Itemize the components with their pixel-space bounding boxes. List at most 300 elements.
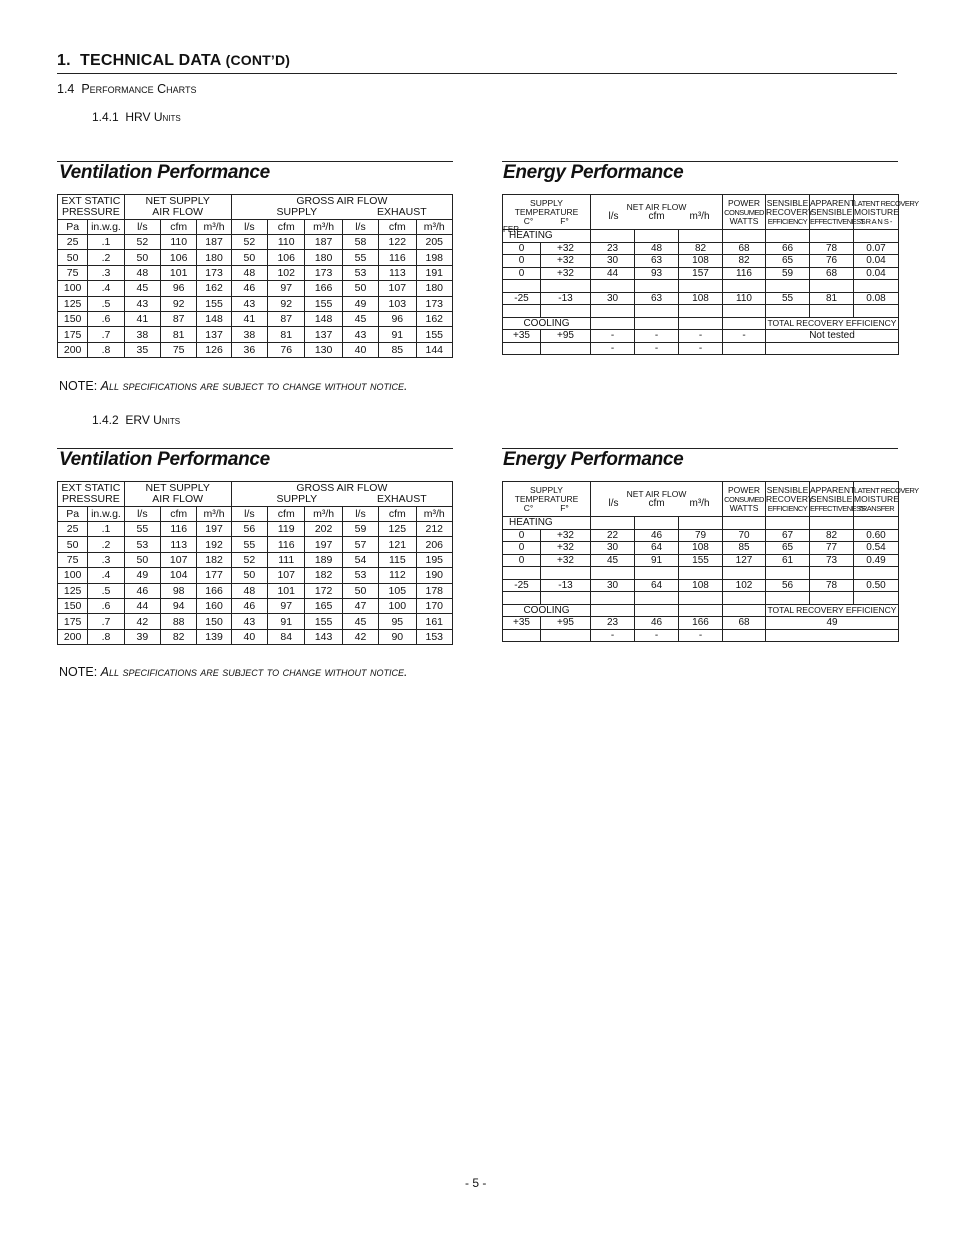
data-cell: 191 bbox=[416, 265, 453, 280]
data-cell: 46 bbox=[635, 617, 679, 630]
data-cell: 161 bbox=[416, 614, 453, 629]
data-cell: 212 bbox=[416, 522, 453, 537]
data-cell: 48 bbox=[124, 265, 160, 280]
data-cell: 192 bbox=[197, 537, 231, 552]
data-cell: 41 bbox=[231, 311, 267, 326]
unit-cell: cfm bbox=[379, 507, 416, 522]
data-cell: 102 bbox=[723, 579, 766, 592]
data-cell: 38 bbox=[124, 327, 160, 342]
data-cell: .8 bbox=[88, 629, 124, 644]
data-cell: .3 bbox=[88, 265, 124, 280]
hrv-heading: 1.4.1 HRV Units bbox=[92, 110, 181, 124]
data-cell: 48 bbox=[231, 265, 267, 280]
data-cell: +32 bbox=[541, 267, 591, 280]
data-cell: .2 bbox=[88, 250, 124, 265]
data-cell: 36 bbox=[231, 342, 267, 357]
data-cell: 85 bbox=[723, 542, 766, 555]
data-cell: 50 bbox=[342, 583, 378, 598]
gross-airflow-header: GROSS AIR FLOW SUPPLY EXHAUST bbox=[231, 482, 452, 507]
data-cell: +35 bbox=[503, 617, 541, 630]
data-cell: +95 bbox=[541, 617, 591, 630]
data-cell: 155 bbox=[416, 327, 453, 342]
unit-cell: cfm bbox=[268, 220, 305, 235]
table-row bbox=[503, 529, 899, 542]
unit-cell: m³/h bbox=[416, 220, 453, 235]
data-cell: 75 bbox=[58, 552, 88, 567]
cooling-result: 49 bbox=[766, 617, 899, 630]
data-cell: 87 bbox=[268, 311, 305, 326]
data-cell: 108 bbox=[679, 542, 723, 555]
data-cell: .8 bbox=[88, 342, 124, 357]
data-cell: 195 bbox=[416, 552, 453, 567]
data-cell: 88 bbox=[161, 614, 197, 629]
unit-cell: l/s bbox=[342, 220, 378, 235]
data-cell: 177 bbox=[197, 568, 231, 583]
data-cell: 23 bbox=[591, 242, 635, 255]
unit-cell: m³/h bbox=[416, 507, 453, 522]
unit-cell: m³/h bbox=[305, 220, 342, 235]
data-cell: 41 bbox=[124, 311, 160, 326]
cooling-result: Not tested bbox=[766, 330, 899, 343]
erv-energy-rule bbox=[502, 448, 898, 449]
data-cell: 107 bbox=[161, 552, 197, 567]
data-cell: 106 bbox=[161, 250, 197, 265]
data-cell: 46 bbox=[231, 598, 267, 613]
table-row bbox=[58, 629, 453, 644]
unit-cell: m³/h bbox=[305, 507, 342, 522]
table-row bbox=[58, 598, 453, 613]
data-cell: 82 bbox=[679, 242, 723, 255]
data-cell: 76 bbox=[810, 255, 854, 268]
data-cell: 180 bbox=[416, 281, 453, 296]
data-cell: 56 bbox=[231, 522, 267, 537]
unit-cell: m³/h bbox=[197, 507, 231, 522]
data-cell: 100 bbox=[58, 281, 88, 296]
data-cell: 59 bbox=[342, 522, 378, 537]
data-cell: 113 bbox=[161, 537, 197, 552]
unit-cell: l/s bbox=[231, 220, 267, 235]
data-cell: 50 bbox=[58, 537, 88, 552]
data-cell: 30 bbox=[591, 542, 635, 555]
data-cell: 0.60 bbox=[854, 529, 899, 542]
data-cell: 198 bbox=[416, 250, 453, 265]
data-cell: 187 bbox=[305, 235, 342, 250]
data-cell: - bbox=[591, 342, 635, 355]
data-cell: 49 bbox=[124, 568, 160, 583]
data-cell: 39 bbox=[124, 629, 160, 644]
data-cell: 180 bbox=[305, 250, 342, 265]
data-cell: 38 bbox=[231, 327, 267, 342]
data-cell: .4 bbox=[88, 568, 124, 583]
data-cell: 155 bbox=[305, 296, 342, 311]
table-row bbox=[58, 537, 453, 552]
data-cell: 108 bbox=[679, 579, 723, 592]
data-cell: - bbox=[591, 629, 635, 642]
data-cell: 0 bbox=[503, 529, 541, 542]
data-cell: 43 bbox=[231, 614, 267, 629]
table-row bbox=[503, 542, 899, 555]
data-cell: 119 bbox=[268, 522, 305, 537]
data-cell: 101 bbox=[268, 583, 305, 598]
data-cell: 45 bbox=[591, 554, 635, 567]
data-cell: 0.54 bbox=[854, 542, 899, 555]
data-cell: 110 bbox=[268, 235, 305, 250]
data-cell: 79 bbox=[679, 529, 723, 542]
cooling-label: COOLING bbox=[503, 604, 591, 617]
unit-cell: m³/h bbox=[197, 220, 231, 235]
data-cell: 94 bbox=[161, 598, 197, 613]
data-cell: -25 bbox=[503, 292, 541, 305]
data-cell: .6 bbox=[88, 311, 124, 326]
data-cell: 162 bbox=[416, 311, 453, 326]
data-cell: 52 bbox=[231, 552, 267, 567]
unit-cell: l/s bbox=[124, 220, 160, 235]
data-cell: 64 bbox=[635, 542, 679, 555]
data-cell: 53 bbox=[342, 568, 378, 583]
data-cell: 45 bbox=[342, 614, 378, 629]
data-cell: 153 bbox=[416, 629, 453, 644]
data-cell: 175 bbox=[58, 614, 88, 629]
data-cell: 165 bbox=[305, 598, 342, 613]
hrv-vent-rule bbox=[57, 161, 453, 162]
unit-cell: cfm bbox=[161, 220, 197, 235]
data-cell: - bbox=[679, 330, 723, 343]
data-cell: 53 bbox=[342, 265, 378, 280]
data-cell: -13 bbox=[541, 579, 591, 592]
sensible-header: SENSIBLE RECOVERY EFFICIENCY bbox=[766, 195, 810, 230]
hrv-vent-title: Ventilation Performance bbox=[59, 162, 270, 183]
hrv-energy-rule bbox=[502, 161, 898, 162]
data-cell: - bbox=[635, 629, 679, 642]
data-cell: 44 bbox=[591, 267, 635, 280]
data-cell: 48 bbox=[231, 583, 267, 598]
ext-static-header: EXT STATIC PRESSURE bbox=[58, 482, 125, 507]
data-cell: 173 bbox=[197, 265, 231, 280]
data-cell: 0.08 bbox=[854, 292, 899, 305]
data-cell: 63 bbox=[635, 292, 679, 305]
heating-label: HEATING bbox=[503, 517, 591, 530]
ext-static-header: EXT STATIC PRESSURE bbox=[58, 195, 125, 220]
data-cell: - bbox=[679, 342, 723, 355]
data-cell: 81 bbox=[268, 327, 305, 342]
data-cell: 113 bbox=[379, 265, 416, 280]
data-cell: 101 bbox=[161, 265, 197, 280]
table-row bbox=[58, 552, 453, 567]
data-cell: 173 bbox=[305, 265, 342, 280]
data-cell: 43 bbox=[124, 296, 160, 311]
data-cell: 102 bbox=[268, 265, 305, 280]
data-cell: 30 bbox=[591, 292, 635, 305]
data-cell: 100 bbox=[58, 568, 88, 583]
data-cell: 0 bbox=[503, 255, 541, 268]
data-cell: - bbox=[679, 629, 723, 642]
data-cell: 82 bbox=[810, 529, 854, 542]
data-cell: 70 bbox=[723, 529, 766, 542]
data-cell: 66 bbox=[766, 242, 810, 255]
supply-temp-header: SUPPLY TEMPERATURE C° F° FER bbox=[503, 195, 591, 230]
data-cell: 0.49 bbox=[854, 554, 899, 567]
data-cell: .5 bbox=[88, 583, 124, 598]
data-cell: 82 bbox=[723, 255, 766, 268]
data-cell: +32 bbox=[541, 255, 591, 268]
data-cell: 49 bbox=[342, 296, 378, 311]
data-cell: 77 bbox=[810, 542, 854, 555]
data-cell: .1 bbox=[88, 522, 124, 537]
latent-header: LATENT RECOVERY MOISTURE TRANSFER bbox=[854, 482, 899, 517]
data-cell: 166 bbox=[679, 617, 723, 630]
data-cell: 75 bbox=[58, 265, 88, 280]
data-cell: 44 bbox=[124, 598, 160, 613]
net-air-flow-header: NET AIR FLOW l/s cfm m³/h bbox=[591, 482, 723, 517]
data-cell: 40 bbox=[231, 629, 267, 644]
erv-energy-table bbox=[502, 481, 919, 642]
data-cell: 52 bbox=[231, 235, 267, 250]
data-cell: 103 bbox=[379, 296, 416, 311]
data-cell: 59 bbox=[766, 267, 810, 280]
data-cell: 178 bbox=[416, 583, 453, 598]
table-row bbox=[58, 342, 453, 357]
data-cell: 108 bbox=[679, 255, 723, 268]
data-cell: 43 bbox=[231, 296, 267, 311]
data-cell: 206 bbox=[416, 537, 453, 552]
data-cell: 97 bbox=[268, 598, 305, 613]
data-cell: 108 bbox=[679, 292, 723, 305]
table-row bbox=[503, 554, 899, 567]
data-cell: - bbox=[723, 330, 766, 343]
data-cell: 150 bbox=[197, 614, 231, 629]
unit-cell: Pa bbox=[58, 507, 88, 522]
data-cell: 111 bbox=[268, 552, 305, 567]
data-cell: 116 bbox=[268, 537, 305, 552]
data-cell: 144 bbox=[416, 342, 453, 357]
data-cell: 25 bbox=[58, 235, 88, 250]
unit-cell: in.w.g. bbox=[88, 507, 124, 522]
data-cell: +35 bbox=[503, 330, 541, 343]
data-cell: 197 bbox=[197, 522, 231, 537]
data-cell: 162 bbox=[197, 281, 231, 296]
power-header: POWER CONSUMED WATTS bbox=[723, 195, 766, 230]
data-cell: 110 bbox=[723, 292, 766, 305]
data-cell: 81 bbox=[810, 292, 854, 305]
data-cell: 75 bbox=[161, 342, 197, 357]
data-cell: 84 bbox=[268, 629, 305, 644]
data-cell: 125 bbox=[379, 522, 416, 537]
table-row bbox=[58, 522, 453, 537]
data-cell: 97 bbox=[268, 281, 305, 296]
data-cell: 137 bbox=[305, 327, 342, 342]
data-cell: 148 bbox=[197, 311, 231, 326]
cooling-label: COOLING bbox=[503, 317, 591, 330]
table-row bbox=[58, 265, 453, 280]
data-cell: 91 bbox=[379, 327, 416, 342]
data-cell: 100 bbox=[379, 598, 416, 613]
data-cell: 40 bbox=[342, 342, 378, 357]
data-cell: 65 bbox=[766, 255, 810, 268]
data-cell: 78 bbox=[810, 242, 854, 255]
heating-label: HEATING bbox=[503, 230, 591, 243]
data-cell: 0 bbox=[503, 267, 541, 280]
data-cell: - bbox=[591, 330, 635, 343]
data-cell: 48 bbox=[635, 242, 679, 255]
data-cell: 122 bbox=[379, 235, 416, 250]
data-cell: 0 bbox=[503, 242, 541, 255]
data-cell: 53 bbox=[124, 537, 160, 552]
data-cell: 0.04 bbox=[854, 267, 899, 280]
data-cell: +95 bbox=[541, 330, 591, 343]
data-cell: 46 bbox=[124, 583, 160, 598]
data-cell: 0 bbox=[503, 554, 541, 567]
data-cell: - bbox=[635, 330, 679, 343]
erv-heading: 1.4.2 ERV Units bbox=[92, 413, 181, 427]
data-cell: 166 bbox=[305, 281, 342, 296]
data-cell: 116 bbox=[379, 250, 416, 265]
data-cell: 112 bbox=[379, 568, 416, 583]
gross-airflow-header: GROSS AIR FLOW SUPPLY EXHAUST bbox=[231, 195, 452, 220]
data-cell: 87 bbox=[161, 311, 197, 326]
data-cell: 202 bbox=[305, 522, 342, 537]
data-cell: 65 bbox=[766, 542, 810, 555]
data-cell: .2 bbox=[88, 537, 124, 552]
data-cell: 67 bbox=[766, 529, 810, 542]
data-cell: 166 bbox=[197, 583, 231, 598]
data-cell: 197 bbox=[305, 537, 342, 552]
hrv-note: NOTE: All specifications are subject to change without notice. bbox=[59, 379, 408, 393]
data-cell: 57 bbox=[342, 537, 378, 552]
data-cell: 105 bbox=[379, 583, 416, 598]
data-cell: 130 bbox=[305, 342, 342, 357]
data-cell: 82 bbox=[161, 629, 197, 644]
data-cell: 200 bbox=[58, 629, 88, 644]
data-cell: 190 bbox=[416, 568, 453, 583]
data-cell: 150 bbox=[58, 311, 88, 326]
data-cell: .6 bbox=[88, 598, 124, 613]
data-cell: 107 bbox=[379, 281, 416, 296]
data-cell: 155 bbox=[197, 296, 231, 311]
data-cell: 30 bbox=[591, 579, 635, 592]
data-cell: 50 bbox=[342, 281, 378, 296]
data-cell: 30 bbox=[591, 255, 635, 268]
table-row bbox=[58, 250, 453, 265]
data-cell: 55 bbox=[231, 537, 267, 552]
data-cell: 205 bbox=[416, 235, 453, 250]
data-cell: 115 bbox=[379, 552, 416, 567]
data-cell: 187 bbox=[197, 235, 231, 250]
total-recovery-label: TOTAL RECOVERY EFFICIENCY bbox=[766, 317, 899, 330]
table-row bbox=[58, 311, 453, 326]
data-cell: 182 bbox=[305, 568, 342, 583]
units-row bbox=[58, 507, 453, 522]
data-cell: 182 bbox=[197, 552, 231, 567]
data-cell: +32 bbox=[541, 529, 591, 542]
data-cell: 170 bbox=[416, 598, 453, 613]
data-cell: 93 bbox=[635, 267, 679, 280]
data-cell: 126 bbox=[197, 342, 231, 357]
data-cell: 0 bbox=[503, 542, 541, 555]
data-cell: -25 bbox=[503, 579, 541, 592]
net-supply-header: NET SUPPLY AIR FLOW bbox=[124, 195, 231, 220]
hrv-energy-title: Energy Performance bbox=[503, 162, 684, 183]
data-cell: 35 bbox=[124, 342, 160, 357]
data-cell: 148 bbox=[305, 311, 342, 326]
power-header: POWER CONSUMED WATTS bbox=[723, 482, 766, 517]
data-cell: 45 bbox=[124, 281, 160, 296]
total-recovery-label: TOTAL RECOVERY EFFICIENCY bbox=[766, 604, 899, 617]
table-row bbox=[503, 255, 899, 268]
data-cell: 175 bbox=[58, 327, 88, 342]
data-cell: 116 bbox=[723, 267, 766, 280]
data-cell: 104 bbox=[161, 568, 197, 583]
data-cell: 47 bbox=[342, 598, 378, 613]
data-cell: 121 bbox=[379, 537, 416, 552]
data-cell: 157 bbox=[679, 267, 723, 280]
data-cell: 50 bbox=[124, 250, 160, 265]
table-row bbox=[58, 327, 453, 342]
unit-cell: l/s bbox=[231, 507, 267, 522]
table-row bbox=[58, 568, 453, 583]
table-row bbox=[503, 267, 899, 280]
data-cell: 68 bbox=[723, 242, 766, 255]
data-cell: 55 bbox=[124, 522, 160, 537]
data-cell: 55 bbox=[766, 292, 810, 305]
hrv-vent-table bbox=[57, 194, 453, 358]
data-cell: 200 bbox=[58, 342, 88, 357]
data-cell: 50 bbox=[231, 250, 267, 265]
data-cell: 90 bbox=[379, 629, 416, 644]
data-cell: 160 bbox=[197, 598, 231, 613]
data-cell: 110 bbox=[161, 235, 197, 250]
data-cell: +32 bbox=[541, 242, 591, 255]
data-cell: .3 bbox=[88, 552, 124, 567]
data-cell: 76 bbox=[268, 342, 305, 357]
data-cell: .1 bbox=[88, 235, 124, 250]
data-cell: 78 bbox=[810, 579, 854, 592]
data-cell: 116 bbox=[161, 522, 197, 537]
data-cell: 125 bbox=[58, 296, 88, 311]
data-cell: 173 bbox=[416, 296, 453, 311]
data-cell: 189 bbox=[305, 552, 342, 567]
data-cell: 23 bbox=[591, 617, 635, 630]
table-row bbox=[58, 296, 453, 311]
data-cell: 139 bbox=[197, 629, 231, 644]
data-cell: 81 bbox=[161, 327, 197, 342]
data-cell: 56 bbox=[766, 579, 810, 592]
apparent-header: APPARENT SENSIBLE EFFECTIVENESS bbox=[810, 195, 854, 230]
data-cell: 92 bbox=[268, 296, 305, 311]
data-cell: 137 bbox=[197, 327, 231, 342]
erv-vent-title: Ventilation Performance bbox=[59, 449, 270, 470]
data-cell: 68 bbox=[810, 267, 854, 280]
data-cell: 91 bbox=[635, 554, 679, 567]
data-cell: 61 bbox=[766, 554, 810, 567]
data-cell: 155 bbox=[679, 554, 723, 567]
table-row bbox=[58, 281, 453, 296]
data-cell: +32 bbox=[541, 542, 591, 555]
sensible-header: SENSIBLE RECOVERY EFFICIENCY bbox=[766, 482, 810, 517]
data-cell: 180 bbox=[197, 250, 231, 265]
data-cell: 58 bbox=[342, 235, 378, 250]
table-row bbox=[58, 614, 453, 629]
data-cell: 42 bbox=[124, 614, 160, 629]
data-cell: 54 bbox=[342, 552, 378, 567]
subsection-heading: 1.4 Performance Charts bbox=[57, 82, 197, 96]
table-row bbox=[58, 235, 453, 250]
data-cell: 64 bbox=[635, 579, 679, 592]
hrv-energy-table bbox=[502, 194, 919, 355]
data-cell: .7 bbox=[88, 614, 124, 629]
data-cell: 96 bbox=[161, 281, 197, 296]
data-cell: 73 bbox=[810, 554, 854, 567]
data-cell: 45 bbox=[342, 311, 378, 326]
